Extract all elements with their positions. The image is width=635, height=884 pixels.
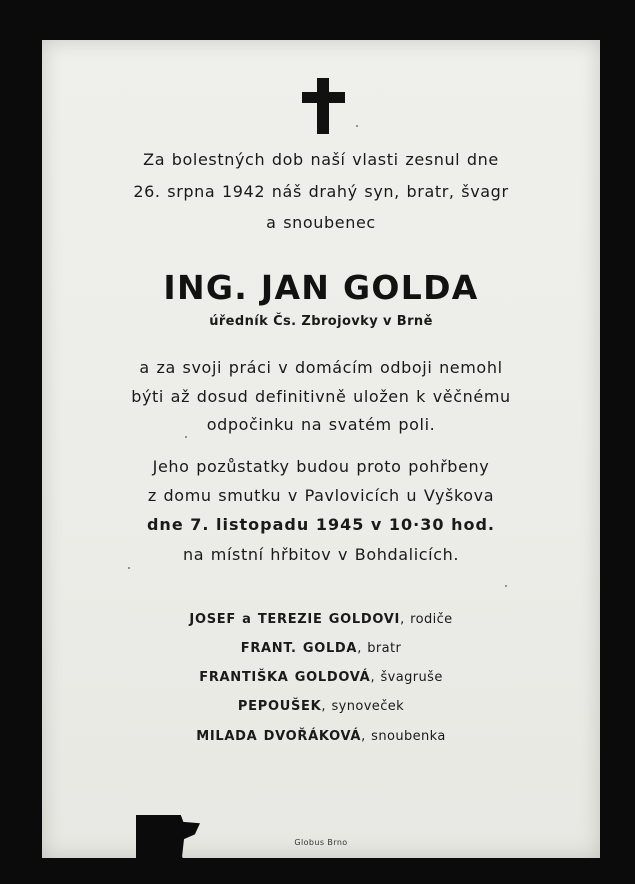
- funeral-line-1: Jeho pozůstatky budou proto pohřbeny: [152, 457, 490, 476]
- paper-speck: [128, 567, 130, 569]
- signatory-relation: , rodiče: [400, 612, 453, 627]
- deceased-title: úředník Čs. Zbrojovky v Brně: [209, 314, 433, 329]
- signatory-relation: , synoveček: [321, 699, 405, 714]
- reason-line-3: odpočinku na svatém poli.: [206, 415, 436, 434]
- signatory-name: JOSEF a TEREZIE GOLDOVI: [189, 612, 401, 627]
- cross-icon: [302, 78, 345, 134]
- signatory-4: [42, 699, 600, 714]
- signatory-name: MILADA DVOŘÁKOVÁ: [196, 729, 362, 744]
- signatory-name: FRANTIŠKA GOLDOVÁ: [199, 670, 371, 685]
- deceased-name: ING. JAN GOLDA: [163, 268, 479, 307]
- signatory-name: FRANT. GOLDA: [240, 641, 358, 656]
- printer-mark: Globus Brno: [294, 838, 348, 847]
- funeral-line-4: na místní hřbitov v Bohdalicích.: [182, 545, 460, 564]
- funeral-date: dne 7. listopadu 1945 v 10·30 hod.: [146, 515, 496, 534]
- signatory-2: [42, 641, 600, 656]
- paper-speck: [185, 436, 187, 438]
- funeral-line-2: z domu smutku v Pavlovicích u Vyškova: [147, 486, 495, 505]
- intro-line-2: 26. srpna 1942 náš drahý syn, bratr, švagr: [133, 182, 509, 201]
- reason-line-2: býti až dosud definitivně uložen k věčnému: [131, 387, 511, 406]
- signatory-relation: , švagruše: [370, 670, 443, 685]
- paper-speck: [505, 585, 507, 587]
- reason-line-1: a za svoji práci v domácím odboji nemohl: [139, 358, 503, 377]
- intro-line-1: Za bolestných dob naší vlasti zesnul dne: [143, 150, 499, 169]
- signatory-5: [42, 729, 600, 744]
- intro-line-3: a snoubenec: [266, 213, 376, 232]
- signatory-relation: , bratr: [357, 641, 402, 656]
- signatory-1: [42, 612, 600, 627]
- paper-speck: [356, 125, 358, 127]
- signatory-name: PEPOUŠEK: [237, 699, 322, 714]
- signatory-relation: , snoubenka: [361, 729, 446, 744]
- signatory-3: [42, 670, 600, 685]
